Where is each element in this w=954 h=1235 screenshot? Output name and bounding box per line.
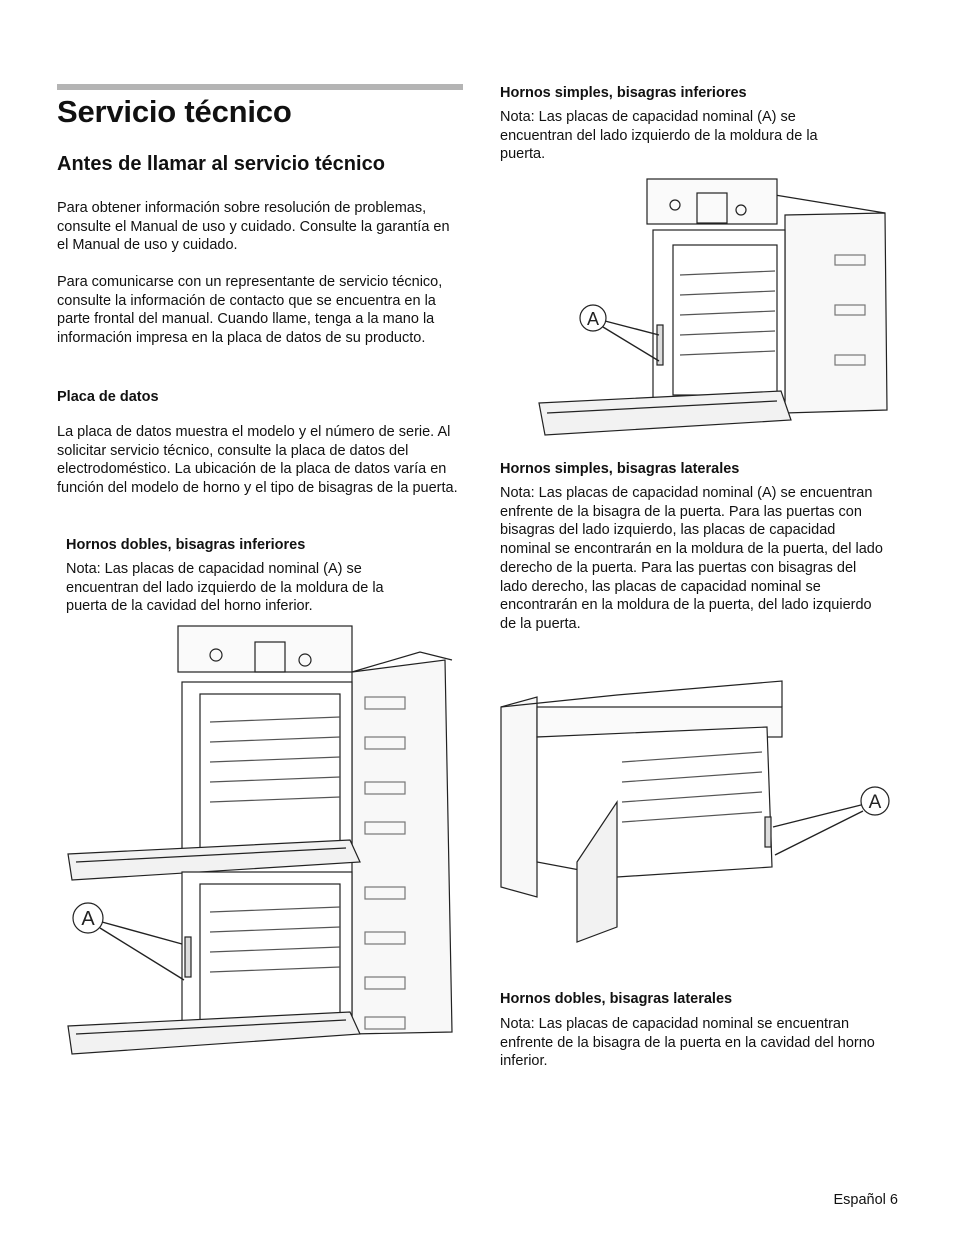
single-side-heading: Hornos simples, bisagras laterales <box>500 461 740 477</box>
double-side-heading: Hornos dobles, bisagras laterales <box>500 991 733 1007</box>
double-bottom-note: Nota: Las placas de capacidad nominal (A) se encuentran del lado izquierdo de la moldura de la puerta de la cavidad del horno inferior. <box>66 561 384 615</box>
section-subtitle: Antes de llamar al servicio técnico <box>57 153 385 175</box>
single-side-callout-label: A <box>868 792 882 813</box>
single-side-note: Nota: Las placas de capacidad nominal (A) se encuentran enfrente de la bisagra de la puerta. Para las puertas con bisagras del lado izquierdo, las placas de capacidad nominal se encontrarán en la moldura de la puerta, del lado derecho de la puerta. Para las puertas con bisagras del lado derecho, las placas de capacidad nominal se encontrarán en la moldura de la puerta, del lado izquierdo de la puerta. <box>500 485 883 632</box>
intro-paragraph-1: Para obtener información sobre resolución de problemas, consulte el Manual de uso y cuidado. Consulte la garantía en el Manual de uso y cuidado. <box>57 200 450 254</box>
double-bottom-heading: Hornos dobles, bisagras inferiores <box>66 537 306 553</box>
single-bottom-heading: Hornos simples, bisagras inferiores <box>500 85 747 101</box>
title-rule <box>57 84 463 90</box>
rating-plate-heading: Placa de datos <box>57 389 159 405</box>
intro-paragraph-2: Para comunicarse con un representante de servicio técnico, consulte la información de contacto que se encuentra en la parte frontal del manual. Cuando llame, tenga a la mano la información impresa en la placa de datos de su producto. <box>57 274 443 347</box>
page-footer: Español 6 <box>833 1192 898 1208</box>
rating-plate-paragraph: La placa de datos muestra el modelo y el número de serie. Al solicitar servicio técnico, consulte la placa de datos del electrodoméstico. La ubicación de la placa de datos varía en función del modelo de horno y el tipo de bisagras de la puerta. <box>57 424 458 497</box>
single-bottom-callout-label: A <box>586 309 600 329</box>
page-title: Servicio técnico <box>57 94 292 129</box>
double-bottom-callout-label: A <box>81 908 95 930</box>
double-side-note: Nota: Las placas de capacidad nominal se encuentran enfrente de la bisagra de la puerta en la cavidad del horno inferior. <box>500 1016 875 1070</box>
single-oven-bottom-hinge-illustration <box>535 175 895 445</box>
single-bottom-note: Nota: Las placas de capacidad nominal (A) se encuentran del lado izquierdo de la moldura de la puerta. <box>500 109 818 163</box>
double-oven-bottom-hinge-illustration <box>60 622 460 1077</box>
single-oven-side-hinge-illustration <box>497 677 897 947</box>
